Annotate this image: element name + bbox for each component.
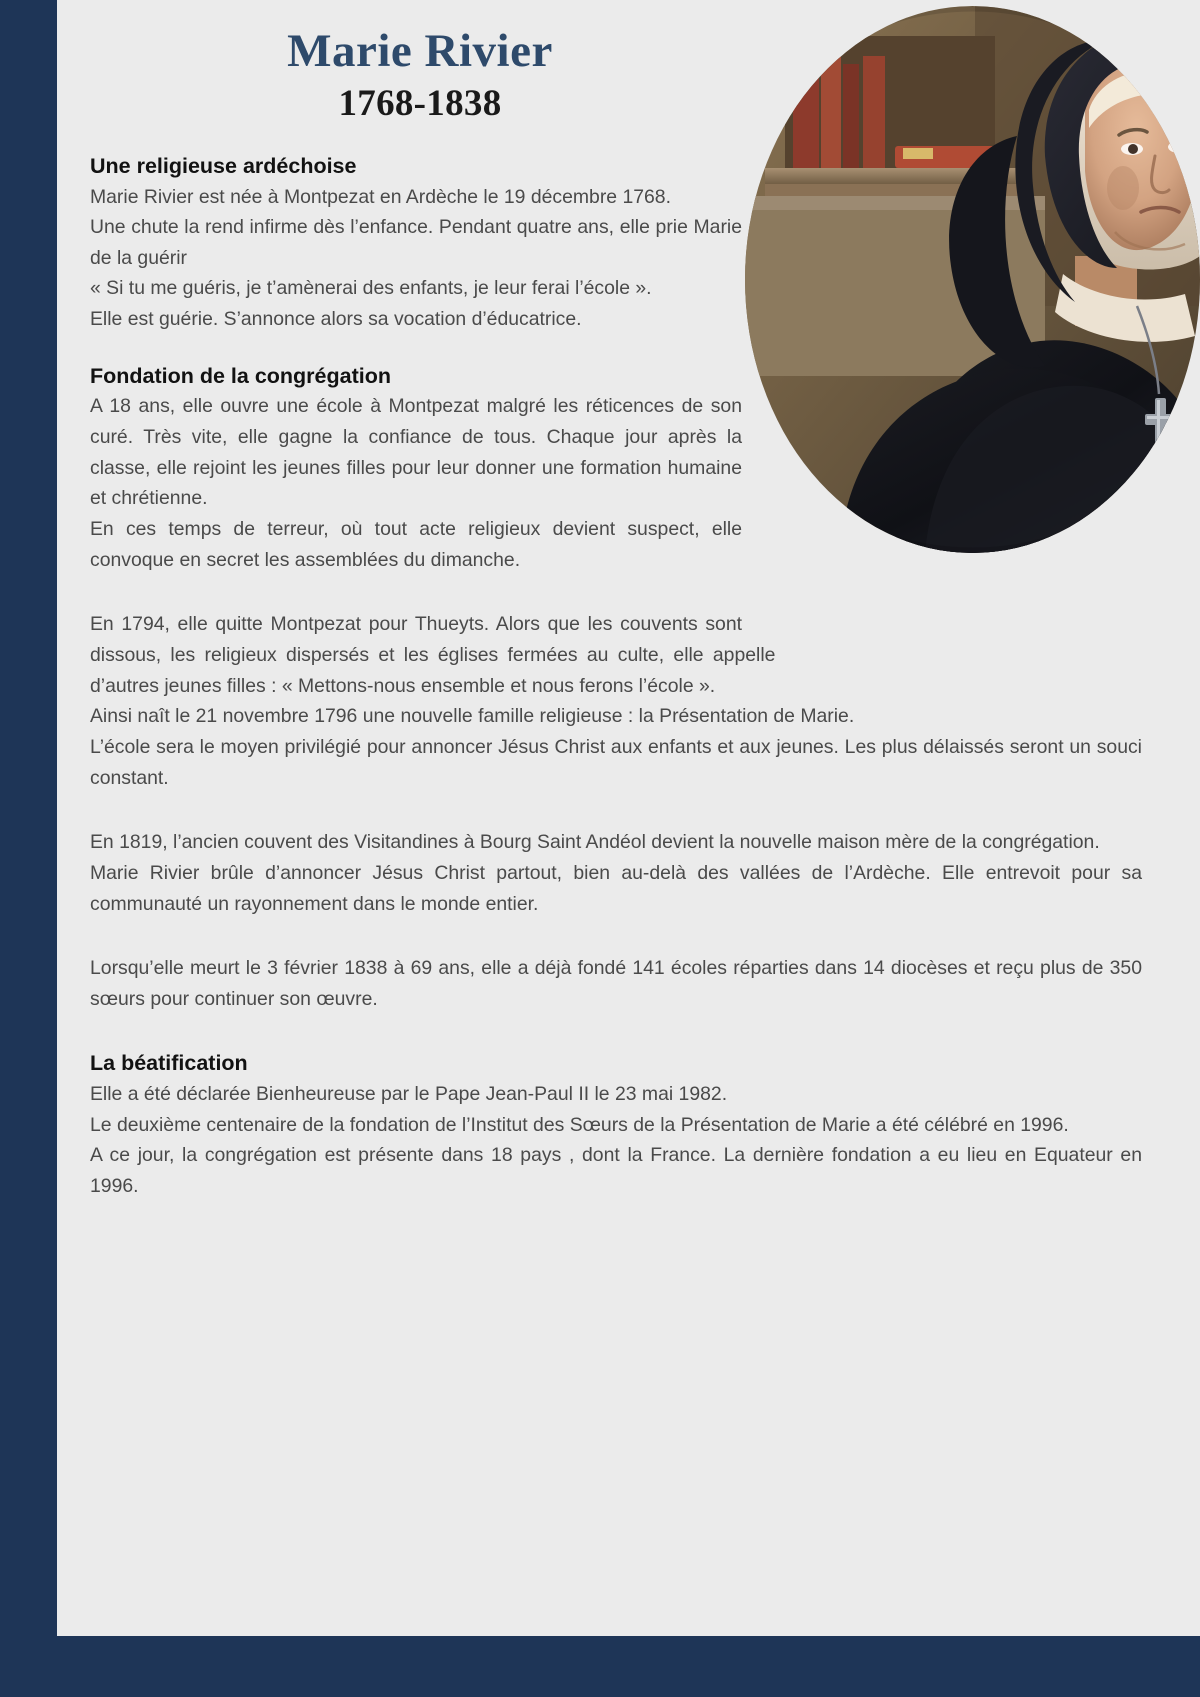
title-block — [90, 0, 1142, 125]
paragraph: Lorsqu’elle meurt le 3 février 1838 à 69 ans, elle a déjà fondé 141 écoles réparties dans 14 diocèses et reçu plus de 350 sœurs pour continuer son œuvre. — [90, 957, 1142, 1010]
paragraph: Marie Rivier brûle d’annoncer Jésus Christ partout, bien au-delà des vallées de l’Ardèche. Elle entrevoit pour sa communauté un rayonnement dans le monde entier. — [90, 861, 1142, 915]
paragraph: Marie Rivier est née à Montpezat en Ardèche le 19 décembre 1768. — [90, 185, 671, 208]
paragraph: Ainsi naît le 21 novembre 1796 une nouvelle famille religieuse : la Présentation de Marie. — [90, 705, 855, 728]
section-beatification — [90, 1048, 1142, 1201]
spacer — [90, 125, 1142, 151]
paragraph: Elle est guérie. S’annonce alors sa vocation d’éducatrice. — [90, 308, 582, 331]
page-sheet — [57, 0, 1200, 1636]
spacer — [90, 1014, 1142, 1048]
paragraph: En 1819, l’ancien couvent des Visitandines à Bourg Saint Andéol devient la nouvelle maison mère de la congrégation. — [90, 831, 1100, 854]
section-heading: Fondation de la congrégation — [90, 363, 391, 388]
paragraph: A ce jour, la congrégation est présente dans 18 pays , dont la France. La dernière fondation a eu lieu en Equateur en 1996. — [90, 1144, 1142, 1197]
spacer — [90, 919, 1142, 953]
portrait-text-wrap-spacer — [742, 151, 1142, 699]
paragraph: En ces temps de terreur, où tout acte religieux devient suspect, elle convoque en secret les assemblées du dimanche. — [90, 517, 742, 571]
section-1819-maison-mere — [90, 827, 1142, 919]
paragraph: Une chute la rend infirme dès l’enfance. Pendant quatre ans, elle prie Marie de la guérir — [90, 216, 742, 269]
paragraph: « Si tu me guéris, je t’amènerai des enfants, je leur ferai l’école ». — [90, 277, 652, 300]
paragraph: En 1794, elle quitte Montpezat pour Thueyts. Alors que les couvents sont dissous, les religieux dispersés et les églises fermées au culte, elle appelle d’autres jeunes filles : « Mettons-nous ensemble et nous ferons l’école ». — [90, 613, 776, 697]
section-mort-1838 — [90, 953, 1142, 1014]
section-heading: La béatification — [90, 1051, 248, 1076]
paragraph: L’école sera le moyen privilégié pour annoncer Jésus Christ aux enfants et aux jeunes. Les plus délaissés seront un souci constant. — [90, 735, 1142, 789]
spacer — [90, 793, 1142, 827]
paragraph: A 18 ans, elle ouvre une école à Montpezat malgré les réticences de son curé. Très vite, elle gagne la confiance de tous. Chaque jour après la classe, elle rejoint les jeunes filles pour leur donner une formation humaine et chrétienne. — [90, 395, 742, 510]
page-subtitle-dates: 1768-1838 — [338, 83, 502, 124]
document-content — [90, 0, 1142, 1636]
page-title: Marie Rivier — [287, 25, 553, 77]
section-heading: Une religieuse ardéchoise — [90, 154, 357, 178]
paragraph: Elle a été déclarée Bienheureuse par le Pape Jean-Paul II le 23 mai 1982. — [90, 1082, 728, 1105]
paragraph: Le deuxième centenaire de la fondation de l’Institut des Sœurs de la Présentation de Marie a été célébré en 1996. — [90, 1113, 1069, 1136]
